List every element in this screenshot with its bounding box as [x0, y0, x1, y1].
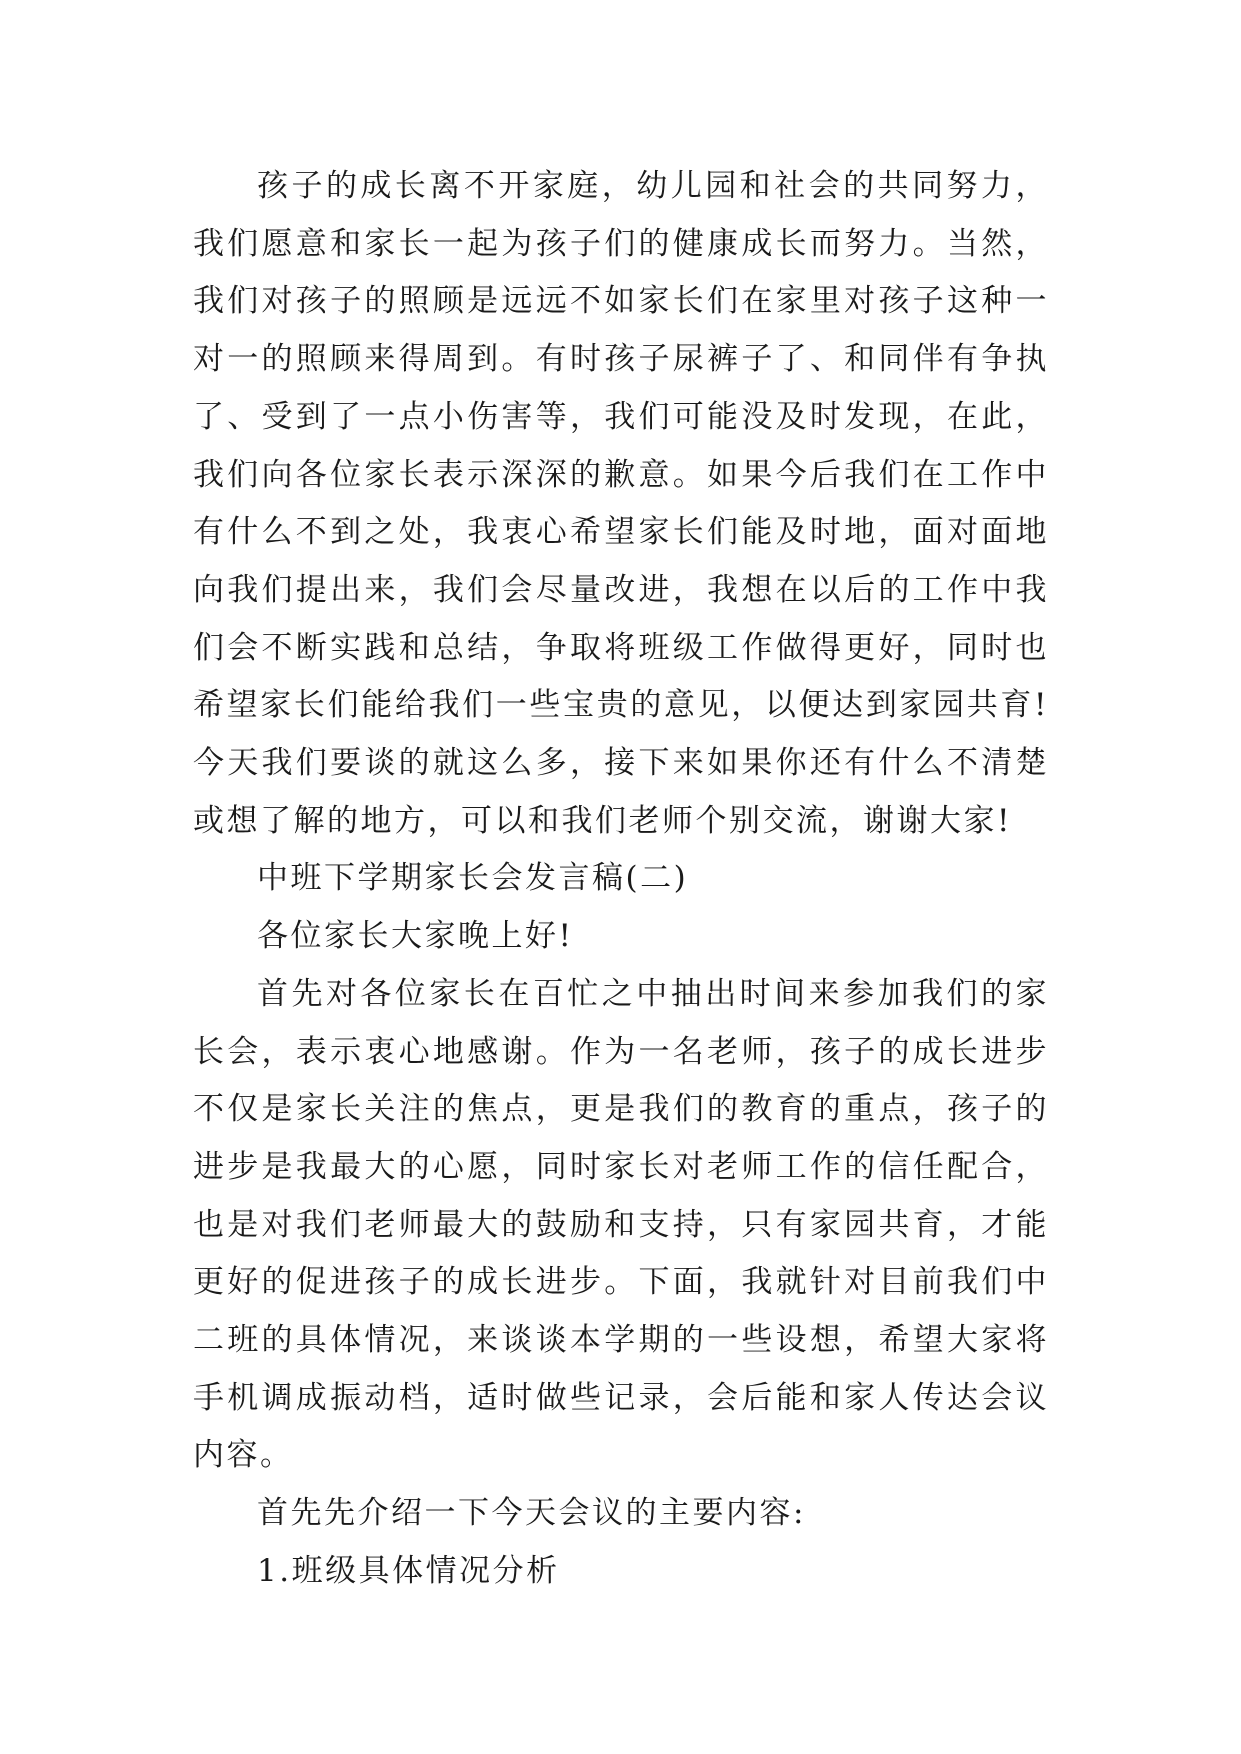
agenda-intro: 首先先介绍一下今天会议的主要内容: [257, 1495, 806, 1532]
greeting: 各位家长大家晚上好! [257, 918, 574, 955]
paragraph-closing-remarks: 孩子的成长离不开家庭，幼儿园和社会的共同努力，我们愿意和家长一起为孩子们的健康成长而努力。当然，我们对孩子的照顾是远远不如家长们在家里对孩子这种一对一的照顾来得周到。有时孩子尿裤子了、和同伴有争执了、受到了一点小伤害等，我们可能没及时发现，在此，我们向各位家长表示深深的歉意。如果今后我们在工作中有什么不到之处，我衷心希望家长们能及时地，面对面地向我们提出来，我们会尽量改进，我想在以后的工作中我们会不断实践和总结，争取将班级工作做得更好，同时也希望家长们能给我们一些宝贵的意见，以便达到家园共育!今天我们要谈的就这么多，接下来如果你还有什么不清楚或想了解的地方，可以和我们老师个别交流，谢谢大家! [193, 168, 1049, 839]
speech-title: 中班下学期家长会发言稿(二) [257, 860, 689, 897]
paragraph-opening-remarks: 首先对各位家长在百忙之中抽出时间来参加我们的家长会，表示衷心地感谢。作为一名老师，孩子的成长进步不仅是家长关注的焦点，更是我们的教育的重点，孩子的进步是我最大的心愿，同时家长对老师工作的信任配合，也是对我们老师最大的鼓励和支持，只有家园共育，才能更好的促进孩子的成长进步。下面，我就针对目前我们中二班的具体情况，来谈谈本学期的一些设想，希望大家将手机调成振动档，适时做些记录，会后能和家人传达会议内容。 [193, 975, 1049, 1474]
document-body [193, 158, 1049, 1601]
agenda-item-1: 1.班级具体情况分析 [257, 1552, 560, 1589]
